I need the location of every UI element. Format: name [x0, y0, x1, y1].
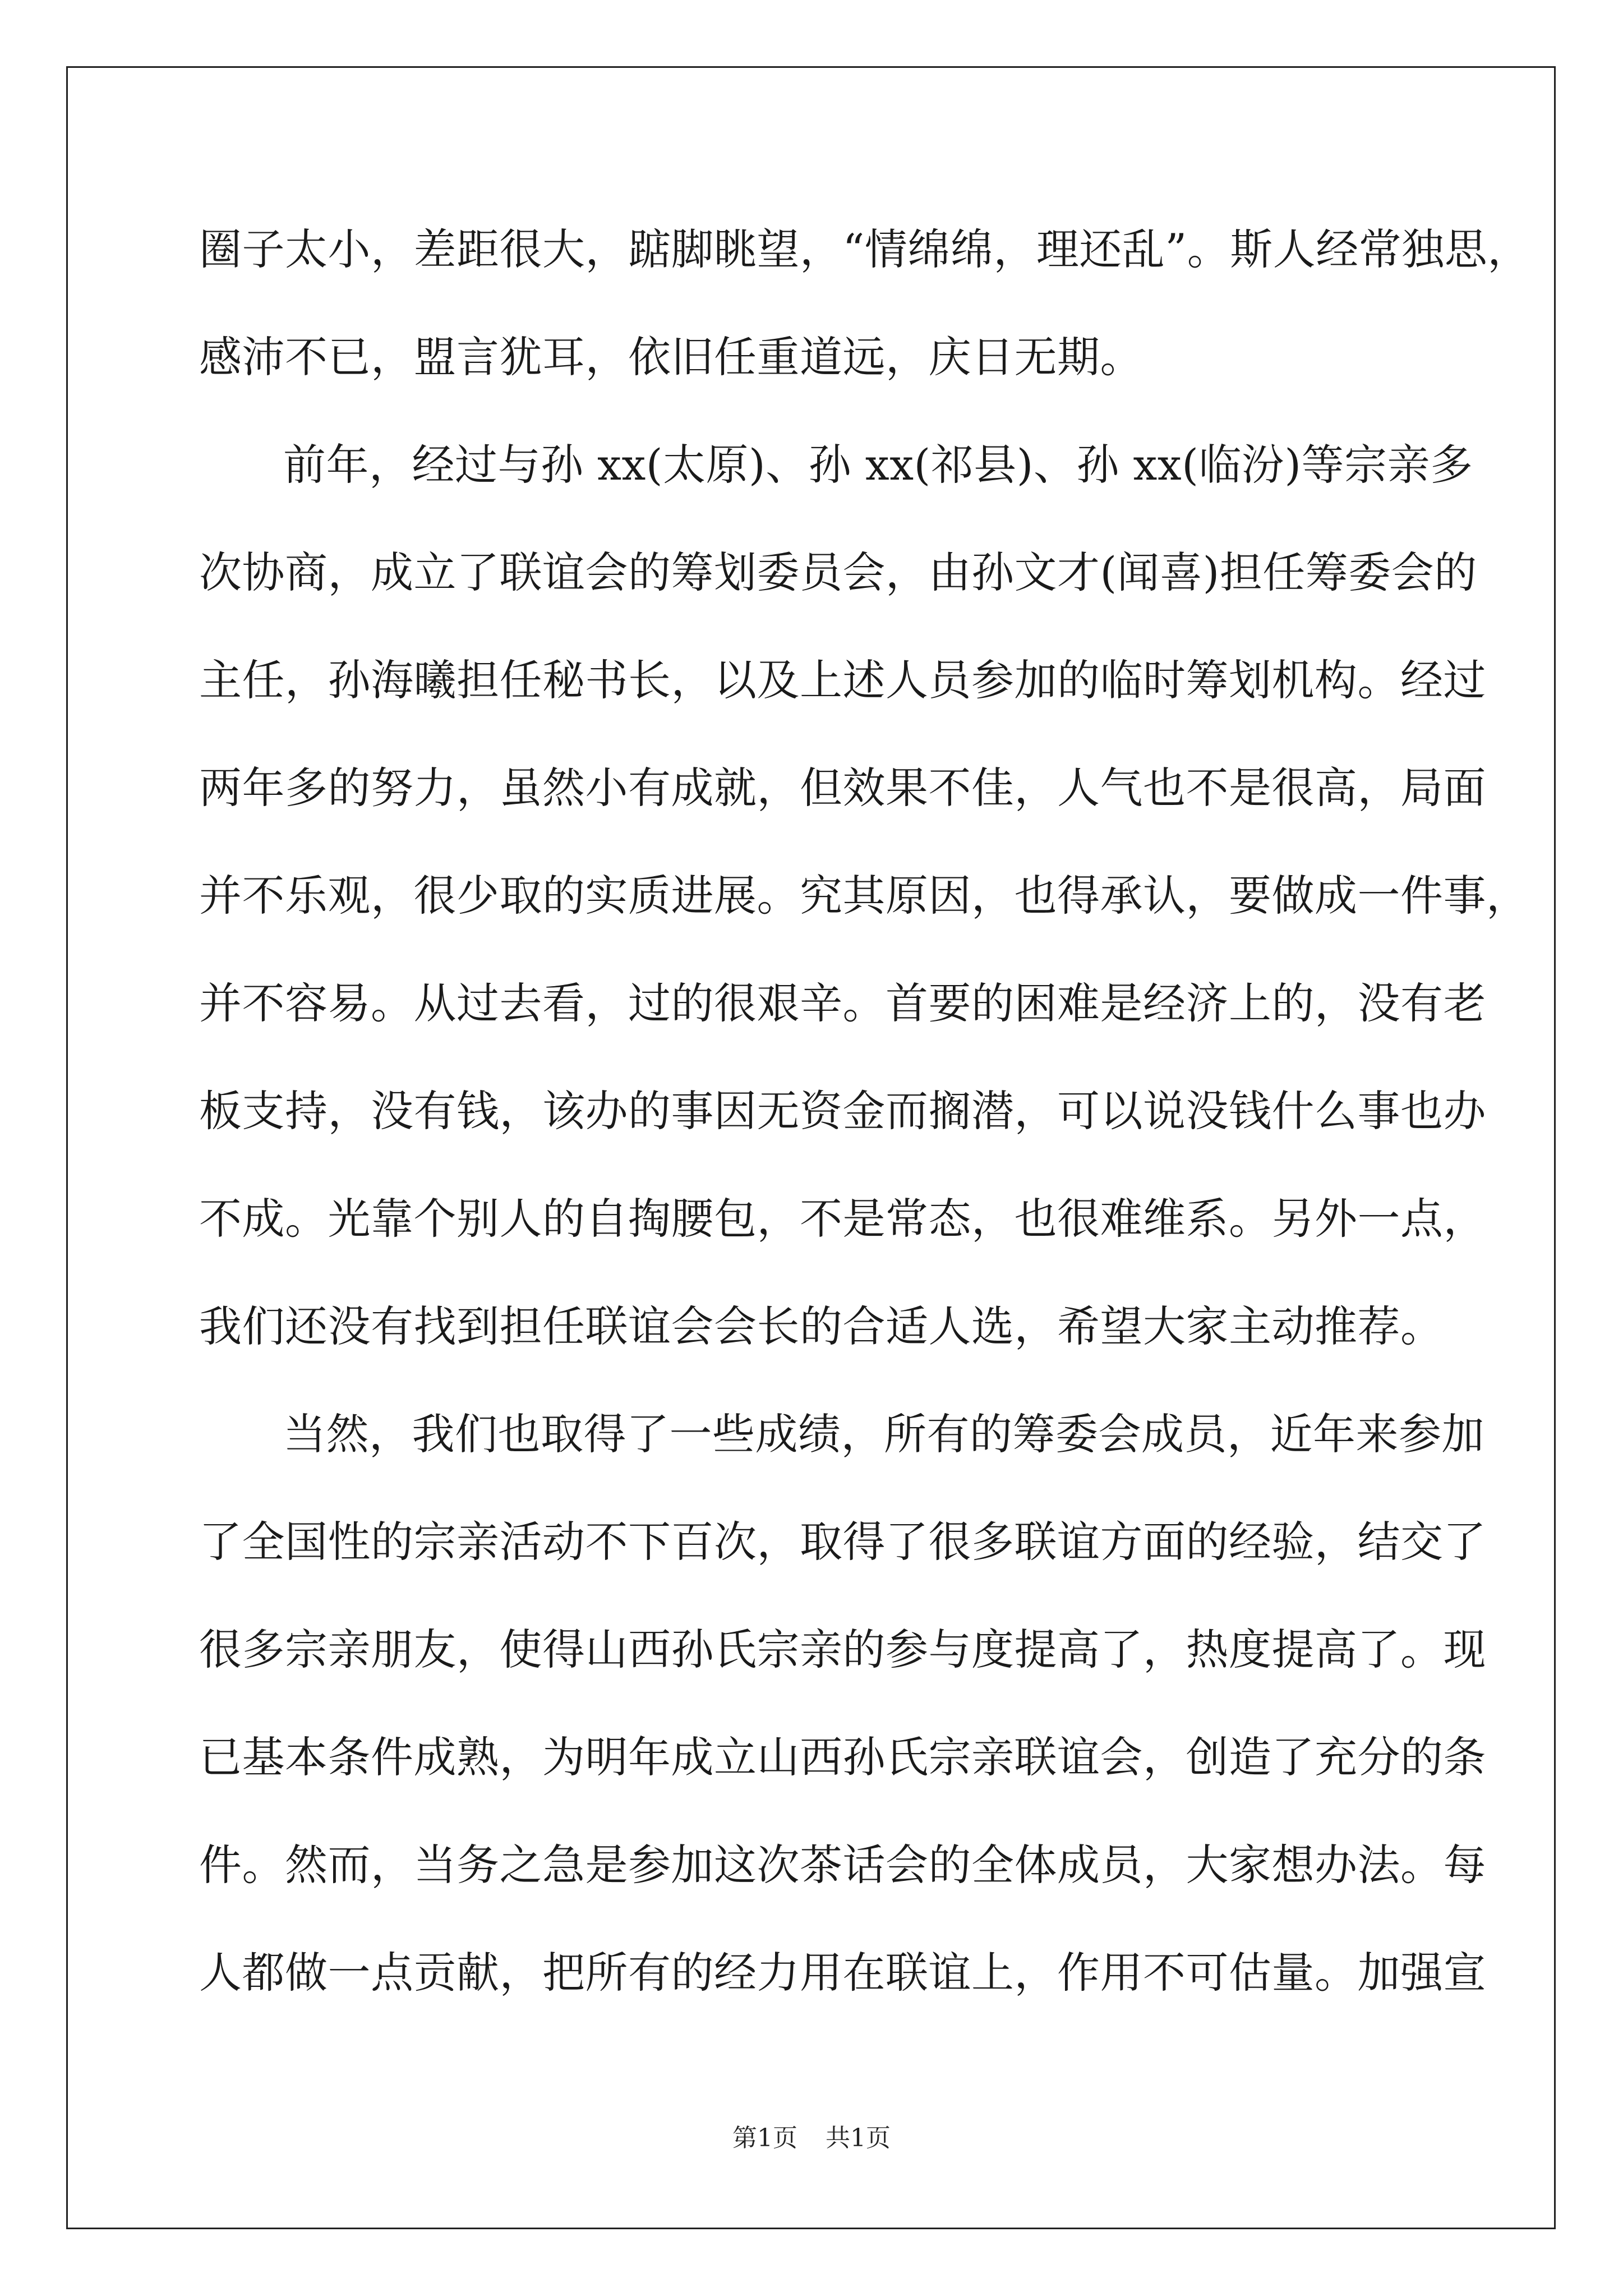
text-line: 了全国性的宗亲活动不下百次，取得了很多联谊方面的经验，结交了 — [199, 1517, 1486, 1567]
page-number: 第1页 — [732, 2124, 797, 2152]
text-line: 感沛不已，盟言犹耳，依旧任重道远，庆日无期。 — [199, 332, 1143, 382]
text-line: 已基本条件成熟，为明年成立山西孙氏宗亲联谊会，创造了充分的条 — [199, 1732, 1486, 1782]
text-line: 并不容易。从过去看，过的很艰辛。首要的困难是经济上的，没有老 — [199, 978, 1486, 1028]
page-footer — [0, 2122, 1623, 2155]
text-line: 不成。光靠个别人的自掏腰包，不是常态，也很难维系。另外一点， — [199, 1194, 1486, 1244]
text-line: 件。然而，当务之急是参加这次茶话会的全体成员，大家想办法。每 — [199, 1840, 1486, 1890]
text-line: 两年多的努力，虽然小有成就，但效果不佳，人气也不是很高，局面 — [199, 763, 1486, 813]
text-line: 人都做一点贡献，把所有的经力用在联谊上，作用不可估量。加强宣 — [199, 1948, 1486, 1998]
text-line: 次协商，成立了联谊会的筹划委员会，由孙文才(闻喜)担任筹委会的 — [199, 547, 1477, 597]
text-line: 当然，我们也取得了一些成绩，所有的筹委会成员，近年来参加 — [283, 1409, 1484, 1459]
document-body — [199, 219, 1530, 2050]
page-total: 共1页 — [826, 2124, 891, 2152]
text-line: 圈子太小，差距很大，踮脚眺望，“情绵绵，理还乱”。斯人经常独思， — [199, 224, 1530, 274]
text-line: 很多宗亲朋友，使得山西孙氏宗亲的参与度提高了，热度提高了。现 — [199, 1625, 1486, 1674]
text-line: 并不乐观，很少取的实质进展。究其原因，也得承认，要做成一件事， — [199, 871, 1529, 921]
text-line: 板支持，没有钱，该办的事因无资金而搁潜，可以说没钱什么事也办 — [199, 1086, 1486, 1136]
text-line: 前年，经过与孙 xx(太原)、孙 xx(祁县)、孙 xx(临汾)等宗亲多 — [283, 440, 1473, 490]
text-line: 我们还没有找到担任联谊会会长的合适人选，希望大家主动推荐。 — [199, 1301, 1444, 1351]
text-line: 主任，孙海曦担任秘书长，以及上述人员参加的临时筹划机构。经过 — [199, 655, 1486, 705]
